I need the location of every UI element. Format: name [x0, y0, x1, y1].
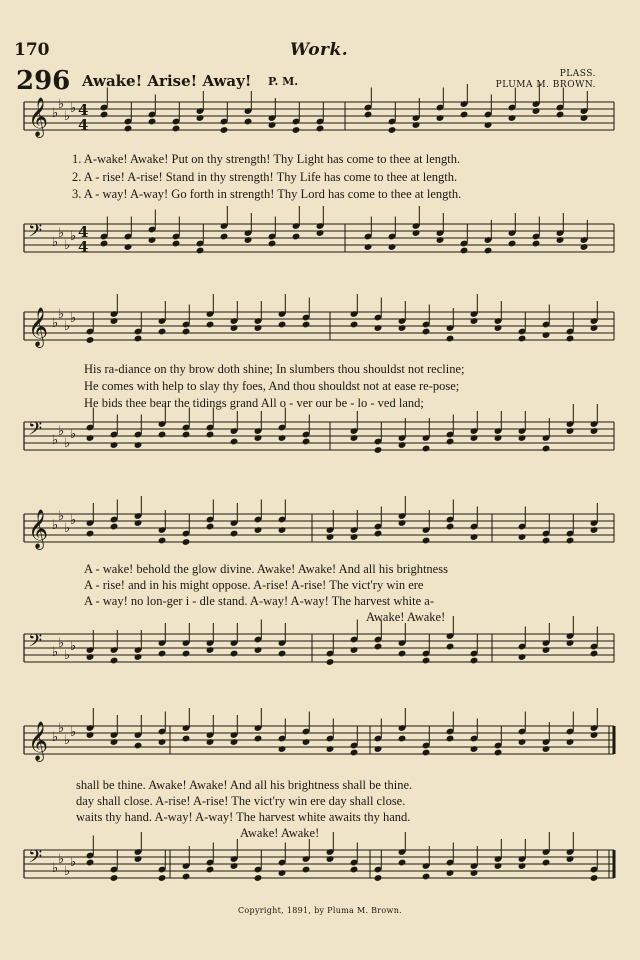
note-icon: [292, 233, 301, 241]
note-icon: [446, 869, 455, 877]
note-icon: [134, 653, 143, 661]
note-icon: [460, 247, 469, 255]
note-icon: [86, 336, 95, 344]
note-icon: [566, 855, 575, 863]
note-icon: [460, 111, 469, 119]
note-icon: [398, 324, 407, 332]
note-icon: [158, 431, 167, 439]
note-icon: [412, 229, 421, 237]
note-icon: [566, 427, 575, 435]
note-icon: [446, 735, 455, 743]
note-icon: [182, 431, 191, 439]
note-icon: [484, 247, 493, 255]
note-icon: [590, 650, 599, 658]
flat-icon: ♭: [52, 645, 59, 660]
note-icon: [316, 125, 325, 133]
flat-icon: ♭: [64, 238, 71, 253]
note-icon: [278, 869, 287, 877]
note-icon: [244, 118, 253, 126]
note-icon: [542, 859, 551, 867]
bass-staff-2: [0, 420, 640, 460]
note-icon: [422, 445, 431, 453]
note-icon: [556, 236, 565, 244]
note-icon: [518, 653, 527, 661]
note-icon: [518, 738, 527, 746]
note-icon: [206, 431, 215, 439]
flat-icon: ♭: [64, 319, 71, 334]
note-icon: [470, 869, 479, 877]
note-icon: [566, 738, 575, 746]
flat-icon: ♭: [70, 311, 77, 326]
note-icon: [278, 321, 287, 329]
note-icon: [446, 438, 455, 446]
lyric-line: A - wake! behold the glow divine. Awake! Awake! And all his brightness: [84, 562, 448, 576]
flat-icon: ♭: [64, 648, 71, 663]
note-icon: [158, 874, 167, 882]
note-icon: [196, 247, 205, 255]
treble-clef-icon: 𝄞: [28, 97, 49, 137]
note-icon: [86, 530, 95, 538]
note-icon: [470, 317, 479, 325]
flat-icon: ♭: [58, 509, 65, 524]
note-icon: [230, 650, 239, 658]
note-icon: [590, 731, 599, 739]
flat-icon: ♭: [64, 109, 71, 124]
note-icon: [302, 738, 311, 746]
note-icon: [158, 738, 167, 746]
hymn-title: Awake! Arise! Away!: [82, 72, 252, 90]
note-icon: [398, 519, 407, 527]
note-icon: [398, 441, 407, 449]
flat-icon: ♭: [58, 424, 65, 439]
note-icon: [134, 335, 143, 343]
flat-icon: ♭: [70, 725, 77, 740]
note-icon: [254, 434, 263, 442]
note-icon: [220, 233, 229, 241]
note-icon: [134, 742, 143, 750]
flat-icon: ♭: [64, 436, 71, 451]
note-icon: [230, 862, 239, 870]
note-icon: [470, 745, 479, 753]
note-icon: [278, 526, 287, 534]
note-icon: [220, 126, 229, 134]
note-icon: [494, 434, 503, 442]
lyric-line: shall be thine. Awake! Awake! And all his brightness shall be thine.: [76, 778, 413, 792]
flat-icon: ♭: [70, 427, 77, 442]
note-icon: [518, 862, 527, 870]
note-icon: [110, 874, 119, 882]
lyric-line: 2. A - rise! A-rise! Stand in thy strength! Thy Life has come to thee at length.: [72, 170, 458, 184]
lyric-line: His ra-diance on thy brow doth shine; In slumbers thou shouldst not recline;: [84, 362, 465, 376]
note-icon: [326, 658, 335, 666]
note-icon: [182, 735, 191, 743]
time-signature-icon: 4: [78, 223, 89, 241]
note-icon: [182, 650, 191, 658]
note-icon: [446, 523, 455, 531]
flat-icon: ♭: [58, 97, 65, 112]
note-icon: [532, 240, 541, 248]
time-signature-icon: 4: [78, 101, 89, 119]
note-icon: [364, 243, 373, 251]
note-icon: [110, 317, 119, 325]
time-signature-icon: 4: [78, 116, 89, 134]
note-icon: [542, 745, 551, 753]
note-icon: [350, 533, 359, 541]
flat-icon: ♭: [58, 636, 65, 651]
note-icon: [86, 859, 95, 867]
lyric-line: 3. A - way! A-way! Go forth in strength! Thy Lord has come to thee at length.: [72, 187, 462, 201]
note-icon: [470, 657, 479, 665]
note-icon: [446, 643, 455, 651]
note-icon: [388, 243, 397, 251]
note-icon: [422, 749, 431, 757]
note-icon: [100, 111, 109, 119]
flat-icon: ♭: [52, 106, 59, 121]
echo-lyric: Awake! Awake!: [240, 826, 320, 840]
treble-clef-icon: 𝄞: [28, 307, 49, 347]
note-icon: [302, 321, 311, 329]
flat-icon: ♭: [70, 101, 77, 116]
note-icon: [148, 118, 157, 126]
note-icon: [254, 646, 263, 654]
note-icon: [508, 114, 517, 122]
lyric-line: day shall close. A-rise! A-rise! The vict'ry win ere day shall close.: [76, 794, 406, 808]
page-number: 170: [14, 40, 50, 60]
note-icon: [134, 441, 143, 449]
note-icon: [206, 523, 215, 531]
note-icon: [350, 866, 359, 874]
note-icon: [398, 859, 407, 867]
bass-clef-icon: 𝄢: [28, 631, 43, 656]
note-icon: [446, 335, 455, 343]
flat-icon: ♭: [70, 855, 77, 870]
note-icon: [100, 240, 109, 248]
treble-staff-3: [0, 509, 640, 552]
note-icon: [374, 643, 383, 651]
note-icon: [422, 873, 431, 881]
note-icon: [326, 745, 335, 753]
flat-icon: ♭: [70, 229, 77, 244]
note-icon: [158, 650, 167, 658]
note-icon: [470, 533, 479, 541]
note-icon: [566, 639, 575, 647]
note-icon: [542, 445, 551, 453]
note-icon: [206, 738, 215, 746]
lyric-line: He bids thee bear the tidings grand All o - ver our be - lo - ved land;: [84, 396, 424, 410]
note-icon: [398, 650, 407, 658]
note-icon: [388, 126, 397, 134]
flat-icon: ♭: [52, 518, 59, 533]
note-icon: [110, 657, 119, 665]
time-signature-icon: 4: [78, 238, 89, 256]
copyright: Copyright, 1891, by Pluma M. Brown.: [238, 906, 402, 915]
flat-icon: ♭: [58, 721, 65, 736]
note-icon: [278, 650, 287, 658]
note-icon: [254, 526, 263, 534]
note-icon: [268, 240, 277, 248]
note-icon: [110, 523, 119, 531]
note-icon: [254, 874, 263, 882]
flat-icon: ♭: [52, 235, 59, 250]
note-icon: [182, 328, 191, 336]
treble-staff-4: [0, 721, 640, 764]
treble-staff-2: [0, 307, 640, 350]
note-icon: [124, 243, 133, 251]
lyric-line: 1. A-wake! Awake! Put on thy strength! Thy Light has come to thee at length.: [72, 152, 461, 166]
note-icon: [436, 114, 445, 122]
note-icon: [172, 240, 181, 248]
note-icon: [494, 749, 503, 757]
note-icon: [134, 519, 143, 527]
note-icon: [278, 434, 287, 442]
note-icon: [374, 324, 383, 332]
echo-lyric: Awake! Awake!: [366, 610, 446, 624]
note-icon: [244, 236, 253, 244]
note-icon: [374, 874, 383, 882]
note-icon: [508, 240, 517, 248]
flat-icon: ♭: [58, 226, 65, 241]
note-icon: [364, 111, 373, 119]
note-icon: [254, 324, 263, 332]
note-icon: [326, 533, 335, 541]
bass-clef-icon: 𝄢: [28, 419, 43, 444]
note-icon: [292, 126, 301, 134]
note-icon: [542, 537, 551, 545]
note-icon: [182, 873, 191, 881]
note-icon: [110, 441, 119, 449]
note-icon: [470, 434, 479, 442]
flat-icon: ♭: [70, 639, 77, 654]
note-icon: [412, 121, 421, 129]
note-icon: [580, 243, 589, 251]
bass-clef-icon: 𝄢: [28, 221, 43, 246]
note-icon: [230, 438, 239, 446]
lyric-line: A - rise! and in his might oppose. A-rise! A-rise! The vict'ry win ere: [84, 578, 424, 592]
note-icon: [172, 125, 181, 133]
note-icon: [350, 646, 359, 654]
flat-icon: ♭: [52, 861, 59, 876]
note-icon: [124, 125, 133, 133]
meter: P. M.: [268, 75, 299, 88]
hymn-number: 296: [16, 66, 71, 96]
note-icon: [278, 745, 287, 753]
note-icon: [268, 121, 277, 129]
lyric-line: waits thy hand. A-way! A-way! The harvest white awaits thy hand.: [76, 810, 411, 824]
flat-icon: ♭: [64, 521, 71, 536]
flat-icon: ♭: [58, 307, 65, 322]
note-icon: [422, 328, 431, 336]
flat-icon: ♭: [70, 513, 77, 528]
bass-staff-3: [0, 632, 640, 672]
note-icon: [556, 111, 565, 119]
note-icon: [374, 745, 383, 753]
note-icon: [350, 434, 359, 442]
note-icon: [230, 530, 239, 538]
note-icon: [316, 229, 325, 237]
note-icon: [590, 526, 599, 534]
note-icon: [484, 121, 493, 129]
note-icon: [302, 438, 311, 446]
note-icon: [580, 114, 589, 122]
lyric-line: He comes with help to slay thy foes, And thou shouldst not at ease re-pose;: [84, 379, 460, 393]
note-icon: [134, 855, 143, 863]
flat-icon: ♭: [64, 733, 71, 748]
flat-icon: ♭: [64, 864, 71, 879]
composer: PLUMA M. BROWN.: [495, 80, 596, 90]
note-icon: [518, 533, 527, 541]
note-icon: [326, 855, 335, 863]
bass-staff-4: [0, 848, 640, 888]
note-icon: [148, 236, 157, 244]
note-icon: [206, 321, 215, 329]
note-icon: [302, 866, 311, 874]
bass-staff-1: [0, 222, 640, 262]
note-icon: [590, 427, 599, 435]
note-icon: [566, 335, 575, 343]
treble-staff-1: [0, 97, 640, 140]
note-icon: [494, 324, 503, 332]
note-icon: [158, 328, 167, 336]
lyric-line: A - way! no lon-ger i - dle stand. A-way! A-way! The harvest white a-: [84, 594, 435, 608]
note-icon: [542, 331, 551, 339]
note-icon: [422, 537, 431, 545]
flat-icon: ♭: [52, 433, 59, 448]
treble-clef-icon: 𝄞: [28, 721, 49, 761]
note-icon: [494, 862, 503, 870]
note-icon: [542, 646, 551, 654]
note-icon: [590, 874, 599, 882]
note-icon: [374, 530, 383, 538]
note-icon: [590, 324, 599, 332]
note-icon: [86, 653, 95, 661]
tune-name: PLASS.: [559, 69, 596, 79]
note-icon: [436, 236, 445, 244]
note-icon: [230, 738, 239, 746]
flat-icon: ♭: [52, 730, 59, 745]
note-icon: [230, 324, 239, 332]
bass-clef-icon: 𝄢: [28, 847, 43, 872]
note-icon: [206, 866, 215, 874]
section-title: Work.: [290, 40, 349, 60]
note-icon: [86, 434, 95, 442]
note-icon: [158, 537, 167, 545]
flat-icon: ♭: [58, 852, 65, 867]
note-icon: [518, 335, 527, 343]
note-icon: [518, 434, 527, 442]
note-icon: [350, 749, 359, 757]
note-icon: [196, 114, 205, 122]
note-icon: [182, 538, 191, 546]
note-icon: [206, 646, 215, 654]
note-icon: [350, 321, 359, 329]
note-icon: [110, 738, 119, 746]
note-icon: [398, 735, 407, 743]
note-icon: [374, 446, 383, 454]
treble-clef-icon: 𝄞: [28, 509, 49, 549]
note-icon: [86, 731, 95, 739]
note-icon: [566, 537, 575, 545]
note-icon: [532, 107, 541, 115]
flat-icon: ♭: [52, 316, 59, 331]
note-icon: [422, 657, 431, 665]
note-icon: [254, 735, 263, 743]
